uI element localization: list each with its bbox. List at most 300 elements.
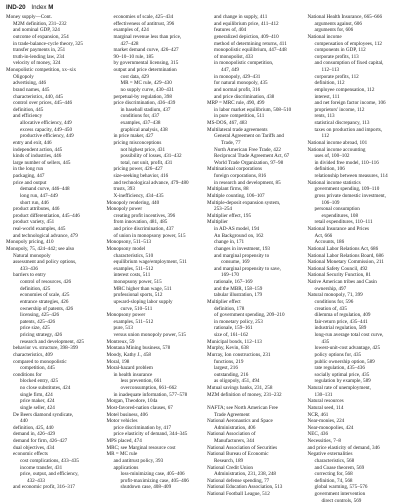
index-subentry: characteristics, 409 bbox=[13, 351, 53, 358]
index-entry: Murphy, Kevin, 638 bbox=[207, 345, 249, 352]
index-subentry: policy options for, 435 bbox=[314, 351, 362, 358]
index-subentry: short run, 446 bbox=[20, 199, 49, 206]
index-entry: Monopsony model bbox=[106, 245, 146, 252]
index-subentry: product variety, 451 bbox=[13, 219, 55, 226]
index-subentry: public ownership option, 589 bbox=[314, 358, 375, 365]
index-subentry: in monetary policy, 253 bbox=[214, 318, 263, 325]
index-subentry: taxes on production and imports, bbox=[314, 126, 383, 133]
index-entry: Monopoly pricing, 410 bbox=[6, 239, 54, 246]
index-subentry: total, not unit, profit, 431 bbox=[120, 159, 173, 166]
index-subentry: of government spending, 209–210 bbox=[214, 312, 285, 319]
index-subentry: examples, 511–512 bbox=[113, 318, 154, 325]
index-entry: Montana Mining business, 578 bbox=[106, 345, 171, 352]
index-entry: Near-monies, 224 bbox=[307, 418, 345, 425]
index-entry: Monopsony power bbox=[106, 312, 146, 319]
index-entry: Multiplier effect bbox=[207, 298, 241, 305]
index-subentry: conditions for, 596 bbox=[314, 298, 354, 305]
index-entry: National defense spending, 77 bbox=[207, 477, 270, 484]
index-subentry: cost data, 429 bbox=[120, 73, 149, 80]
index-subentry: outcome of expansion, 254 bbox=[13, 33, 69, 40]
index-subentry: in price maker, 427 bbox=[113, 133, 154, 140]
index-subentry: Reciprocal Trade Agreement Act, 67 bbox=[214, 153, 290, 160]
index-subentry: definition, 425, 440 bbox=[13, 424, 54, 431]
index-subentry: no supply curve, 430–431 bbox=[120, 86, 174, 93]
index-subentry: creation of, 435 bbox=[314, 305, 347, 312]
index-entry: National income abroad, 101 bbox=[307, 139, 368, 146]
index-subentry: tabular illustration, 179 bbox=[214, 292, 263, 299]
index-subentry: and consumption of fixed capital, bbox=[314, 60, 384, 67]
index-entry: MRC; see Marginal resource cost bbox=[106, 444, 176, 451]
index-column-4 bbox=[307, 14, 403, 504]
index-entry: Mutual savings banks, 231, 258 bbox=[207, 385, 273, 391]
index-subentry: 106–109 bbox=[321, 199, 340, 206]
index-entry: NCR, 461 bbox=[307, 411, 329, 418]
index-subentry: economies of scale, 425 bbox=[20, 292, 70, 299]
index-subentry: equilibrium wage/employment, 511 bbox=[113, 259, 187, 266]
index-subentry: monopolistic equilibrium, 447–448 bbox=[214, 47, 287, 54]
index-subentry: 130–131 bbox=[314, 391, 333, 398]
index-subentry: product attributes, 446 bbox=[13, 206, 60, 213]
index-entry: Montreux, 59 bbox=[106, 338, 135, 345]
index-entry: MR = MC rule bbox=[106, 451, 138, 458]
index-entry: Multilateral trade agreements bbox=[207, 126, 268, 133]
index-entry: National Safety Council, 492 bbox=[307, 265, 368, 272]
index-subentry: 447, 449 bbox=[221, 67, 239, 73]
index-entry: Natural monopoly, 71, 399 bbox=[307, 292, 363, 299]
index-subentry: relationship between measures, 114 bbox=[314, 173, 388, 179]
index-entry: Multiplant firms, 88 bbox=[207, 186, 249, 193]
index-subentry: demand in, 426–429 bbox=[13, 431, 56, 438]
index-subentry: entrance strategies, 426 bbox=[20, 298, 69, 305]
index-subentry: graphical analysis, 438 bbox=[120, 126, 168, 133]
index-subentry: behavior vs. structure, 398–399 bbox=[13, 345, 78, 352]
index-entry: Motel business, 406 bbox=[106, 411, 148, 418]
index-subentry: Oligopoly bbox=[13, 73, 34, 80]
index-subentry: arguments for, 606 bbox=[314, 27, 354, 34]
index-subentry: and technological advance, 479 bbox=[13, 232, 78, 239]
index-subentry: and economic profit, 316–317 bbox=[13, 484, 75, 491]
index-subentry: and the MBR, 158–159 bbox=[214, 285, 263, 292]
index-entry: National Credit Union bbox=[207, 464, 253, 471]
index-entry: Natural seed, 114 bbox=[307, 404, 344, 411]
index-entry: MPS placed, 474 bbox=[106, 438, 142, 444]
index-subentry: uses of, 100–102 bbox=[314, 153, 350, 160]
index-subentry: price discrimination, 436–439 bbox=[113, 100, 176, 107]
index-subentry: creating profit incentives, 396 bbox=[113, 212, 176, 219]
index-subentry: velocity of money, 324 bbox=[13, 60, 61, 67]
index-subentry: in inadequate information, 577–578 bbox=[113, 391, 188, 398]
index-subentry: and efficiency bbox=[13, 113, 43, 120]
index-columns bbox=[6, 14, 402, 504]
index-subentry: definition, 445 bbox=[13, 106, 44, 113]
index-subentry: by governmental licensing, 315 bbox=[113, 60, 179, 67]
index-subentry: gross private domestic investment, bbox=[314, 192, 386, 199]
index-subentry: foreign corporations, 816 bbox=[214, 173, 267, 179]
index-entry: Moody, Kathy J., 458 bbox=[106, 351, 152, 358]
index-subentry: direct controls, 569 bbox=[321, 497, 362, 504]
index-subentry: dilemma of regulation, 409 bbox=[314, 312, 371, 319]
index-subentry: truth-in-lending law, 234 bbox=[13, 53, 65, 60]
index-subentry: entry and exit, 446 bbox=[13, 139, 52, 146]
index-entry: National Football League, 512 bbox=[207, 491, 270, 497]
index-subentry: interest costs, 511 bbox=[113, 272, 151, 279]
index-subentry: functions, 219 bbox=[214, 358, 244, 365]
index-subentry: perpetual-by regulation, 398 bbox=[113, 93, 172, 100]
index-subentry: kinds of industries, 446 bbox=[13, 153, 62, 160]
index-subentry: Trade, 77 bbox=[221, 139, 241, 146]
index-subentry: industrial regulation, 589 bbox=[314, 325, 367, 332]
index-subentry: economic effects bbox=[13, 451, 48, 458]
index-entry: National Association of Securities bbox=[207, 444, 278, 451]
index-entry: Moral, 198 bbox=[106, 358, 130, 365]
index-subentry: in monopolistic competition, bbox=[214, 60, 274, 67]
index-subentry: dual objectives, 434 bbox=[13, 444, 55, 451]
index-subentry: 90–10–10 rule, 185 bbox=[113, 53, 154, 60]
index-subentry: X-inefficiency, 434–435 bbox=[113, 192, 164, 199]
index-subentry: De Beers diamond syndicate, bbox=[13, 411, 74, 418]
index-subentry: trusts, 393 bbox=[113, 186, 135, 193]
index-subentry: effectiveness of antitrust, 396 bbox=[113, 20, 175, 27]
index-subentry: in monopoly, 429–431 bbox=[214, 73, 261, 80]
index-subentry: examples, 437–438 bbox=[120, 120, 161, 126]
index-subentry: in the long run bbox=[13, 166, 44, 173]
index-subentry: and equilibrium price, 411–412 bbox=[214, 20, 279, 27]
index-entry: National Health Insurance, 665–666 bbox=[307, 14, 383, 20]
index-subentry: generalized depiction, 409–410 bbox=[214, 33, 279, 40]
index-entry: Monopolistic competition, xx–xix bbox=[6, 67, 77, 73]
index-subentry: single firm, 424 bbox=[20, 391, 53, 398]
index-subentry: interest, 111 bbox=[314, 93, 340, 100]
index-subentry: socially optimal price, 435 bbox=[314, 371, 370, 378]
index-subentry: examples of, 424 bbox=[113, 27, 149, 34]
index-subentry: monopsony power, 515 bbox=[113, 279, 162, 285]
index-subentry: MRC higher than wage, 511 bbox=[113, 285, 172, 292]
index-subentry: no close substitutes, 424 bbox=[20, 385, 71, 391]
index-entry: National income bbox=[307, 33, 342, 40]
index-entry: Near-monopolies, 424 bbox=[307, 424, 354, 431]
index-entry: Negative externalities bbox=[307, 451, 353, 458]
index-subentry: Administration, 231, 238, 248 bbox=[214, 471, 276, 478]
index-entry: Monopsony, 511–513 bbox=[106, 239, 152, 246]
index-subentry: features of, 404 bbox=[214, 27, 247, 34]
index-subentry: 112 bbox=[321, 133, 330, 140]
index-subentry: personal consumption bbox=[314, 206, 360, 213]
index-subentry: size-seeking behavior, 416 bbox=[113, 173, 169, 179]
index-subentry: profit-maximizing case, 405–406 bbox=[120, 477, 189, 484]
index-subentry: characteristics, 510 bbox=[113, 252, 154, 259]
index-subentry: price and output bbox=[13, 179, 47, 186]
index-subentry: compared to monopolistic bbox=[13, 358, 67, 365]
index-entry: Natural resources bbox=[307, 398, 344, 405]
page-header bbox=[6, 4, 53, 11]
index-subentry: definition, 112 bbox=[314, 80, 345, 87]
index-subentry: control over prices, 445–446 bbox=[13, 100, 73, 107]
index-subentry: output and price determination bbox=[113, 67, 177, 73]
index-entry: National Insurance and Prices bbox=[307, 226, 370, 232]
index-subentry: rate regulation, 435–436 bbox=[314, 365, 365, 372]
index-entry: Multiplier bbox=[207, 219, 228, 226]
index-subentry: in AD-AS model, 194 bbox=[214, 226, 260, 232]
index-subentry: definition, 74, 568 bbox=[314, 477, 353, 484]
index-subentry: in pure competition, 511 bbox=[214, 113, 265, 120]
index-subentry: and price discrimination, 437 bbox=[113, 226, 174, 232]
index-subentry: not highest price, 431 bbox=[120, 146, 166, 153]
index-subentry: employee compensation, 112 bbox=[314, 86, 375, 93]
index-entry: MS-DOS, 467, 483 bbox=[207, 120, 247, 126]
index-subentry: statistical discrepancy, 113 bbox=[314, 120, 370, 126]
index-subentry: 435 bbox=[321, 338, 330, 345]
index-entry: National Labor Relations Board, 686 bbox=[307, 252, 384, 259]
index-subentry: competition, 445 bbox=[20, 365, 55, 372]
index-subentry: brand names, 445 bbox=[13, 86, 50, 93]
index-entry: Natural rate of unemployment, bbox=[307, 385, 371, 391]
index-subentry: 253–254 bbox=[214, 206, 232, 213]
index-subentry: components in GDP, 112 bbox=[314, 47, 366, 54]
index-subentry: patents, 425–426 bbox=[20, 318, 56, 325]
index-entry: NAFTA; see North American Free bbox=[207, 404, 278, 411]
index-subentry: shutdown case, 408–409 bbox=[120, 484, 172, 491]
index-entry: Municipal bonds, 112–113 bbox=[207, 338, 262, 345]
index-subentry: versus union monopoly power, 515 bbox=[113, 332, 186, 338]
index-entry: and price elasticity of demand, 346 bbox=[307, 444, 380, 451]
index-entry: National Education Association, 513 bbox=[207, 484, 283, 491]
index-subentry: conditions for, 437 bbox=[120, 113, 160, 120]
index-entry: NEC, 436 bbox=[307, 431, 329, 438]
index-subentry: and Coase theorem, 569 bbox=[314, 464, 365, 471]
index-subentry: single seller, 424 bbox=[20, 404, 55, 411]
index-entry: Money supply—Cont. bbox=[6, 14, 52, 20]
index-subentry: long-run average total cost curve, bbox=[314, 332, 384, 338]
index-subentry: retail expenditures, 110–111 bbox=[314, 219, 373, 226]
index-subentry: Research, 189 bbox=[214, 457, 244, 464]
index-subentry: and change in supply, 411 bbox=[214, 14, 268, 20]
index-subentry: curve, 510–511 bbox=[120, 305, 153, 312]
index-subentry: transfer payments in, 251 bbox=[13, 47, 66, 54]
index-entry: Monopoly rendering, 440 bbox=[106, 199, 160, 206]
index-entry: Monopoly power bbox=[106, 206, 143, 213]
index-subentry: government intervention bbox=[314, 491, 366, 497]
index-subentry: from innovation, 481, 485 bbox=[113, 219, 168, 226]
index-entry: Morgan, Theodore, 104a bbox=[106, 398, 158, 405]
index-subentry: applications bbox=[113, 464, 139, 471]
index-subentry: large number of sellers, 445 bbox=[13, 159, 71, 166]
index-subentry: proprietors' income, 112 bbox=[314, 106, 365, 113]
index-entry: Necessities, 7–8 bbox=[307, 438, 341, 444]
index-subentry: economies of scale, 425–434 bbox=[113, 14, 174, 20]
index-subentry: product differentiation, 445–446 bbox=[13, 212, 80, 219]
index-subentry: definition, 425 bbox=[20, 285, 51, 292]
index-subentry: pricing power, 426–427 bbox=[113, 166, 163, 173]
index-entry: Moral-hazard problem bbox=[106, 365, 153, 372]
index-subentry: MR = MC rule, 429–430 bbox=[120, 80, 172, 87]
index-subentry: compensation of employees, 112 bbox=[314, 40, 382, 47]
index-subentry: cost complications, 433–435 bbox=[20, 457, 79, 464]
index-entry: Murray, Ion constructions, 231 bbox=[207, 351, 271, 358]
index-subentry: upward-sloping labor supply bbox=[113, 298, 173, 305]
index-entry: Multiplier effect, 195 bbox=[207, 212, 252, 219]
index-subentry: and price discrimination, 438 bbox=[214, 93, 275, 100]
index-subentry: price elasticity of demand, 344–345 bbox=[113, 431, 188, 438]
index-subentry: packaging, 447 bbox=[13, 173, 45, 179]
index-subentry: in health insurance bbox=[113, 371, 153, 378]
index-subentry: outstanding, 216 bbox=[214, 371, 249, 378]
index-entry: National Security Function, 81 bbox=[307, 272, 371, 279]
index-subentry: in divided free model, 110–116 bbox=[314, 159, 379, 166]
index-subentry: as oligopoly, 451, 494 bbox=[214, 378, 260, 385]
index-subentry: 427–428 bbox=[120, 40, 139, 47]
index-subentry: 169–170 bbox=[221, 272, 239, 279]
index-entry: MRP = MRC rule, 490, 499 bbox=[207, 100, 265, 107]
index-subentry: global warming, 575–576 bbox=[314, 484, 368, 491]
index-subentry: advertising, 446 bbox=[13, 80, 47, 87]
index-subentry: and antitrust policy, 393 bbox=[113, 457, 164, 464]
index-entry: Monopoly, 75, 424–442; see also bbox=[6, 245, 75, 252]
index-subentry: Administration, 406 bbox=[214, 424, 256, 431]
index-subentry: largest, 216 bbox=[214, 365, 238, 372]
index-subentry: market demand curve, 426–427 bbox=[113, 47, 179, 54]
index-subentry: corporate profits, 112 bbox=[314, 73, 359, 80]
index-subentry: real-world examples, 445 bbox=[13, 226, 66, 232]
index-subentry: An Background on, 162 bbox=[214, 232, 264, 239]
index-entry bbox=[207, 398, 302, 405]
index-subentry: professional sports, 512 bbox=[113, 292, 163, 299]
index-entry: Multiple-deposit expansion system, bbox=[207, 199, 281, 206]
index-entry: Multinational corporations bbox=[207, 166, 262, 173]
index-subentry: correcting for, 568 bbox=[314, 471, 353, 478]
index-column-3 bbox=[207, 14, 302, 497]
index-subentry: possibility of losses, 431–432 bbox=[120, 153, 182, 160]
index-subentry: less prevention, 661 bbox=[120, 378, 162, 385]
index-entry: National Labor Relations Act, 686 bbox=[307, 245, 379, 252]
page-number: IND-20 bbox=[6, 4, 26, 11]
index-subentry: excess capacity, 449–450 bbox=[20, 126, 73, 133]
index-subentry: research and development, 425 bbox=[20, 338, 84, 345]
index-subentry: lowest-unit-cost advantage, 425 bbox=[314, 345, 381, 352]
index-subentry: independent action, 445 bbox=[13, 146, 63, 153]
index-subentry: price size, 425 bbox=[20, 325, 50, 332]
index-subentry: ownership, 497 bbox=[314, 285, 347, 292]
index-subentry: changes in investment, 193 bbox=[214, 245, 270, 252]
index-subentry: consume, 169 bbox=[221, 259, 250, 266]
index-entry: National income statistics bbox=[307, 179, 361, 186]
index-column-1 bbox=[6, 14, 101, 491]
index-subentry: in trade-balance-cycle theory, 325 bbox=[13, 40, 83, 47]
section-title: Index bbox=[31, 4, 47, 11]
index-subentry: pure, 513 bbox=[113, 325, 133, 332]
index-subentry: licensing, 425–426 bbox=[20, 312, 60, 319]
index-subentry: method of determining returns, 411 bbox=[214, 40, 287, 47]
index-subentry: barriers to entry bbox=[13, 272, 46, 279]
index-subentry: expenditures, 108 bbox=[321, 212, 359, 219]
index-subentry: productive efficiency, 449 bbox=[20, 133, 74, 140]
index-subentry: corporate profits, 113 bbox=[314, 53, 359, 60]
index-subentry: in baseball stadium, 437 bbox=[120, 106, 171, 113]
index-subentry: assessment and policy options, bbox=[13, 259, 77, 266]
index-subentry: price discrimination by, 417 bbox=[113, 424, 172, 431]
index-subentry: and marginal propensity to bbox=[214, 252, 270, 259]
index-subentry: demand curve, 446–448 bbox=[20, 186, 70, 193]
index-subentry: fair-return price, 435–441 bbox=[314, 318, 368, 325]
index-subentry: and marginal propensity to save, bbox=[214, 265, 281, 272]
index-subentry: marginal revenue less than price, bbox=[113, 33, 182, 40]
index-entry: National Bureau of Economic bbox=[207, 451, 269, 458]
index-subentry: arguments against, 606 bbox=[314, 20, 362, 27]
index-subentry: overconsumption, 661–662 bbox=[120, 385, 177, 391]
index-entry: National Aeronautics and Space bbox=[207, 418, 273, 425]
index-subentry: demand for firm, 426–427 bbox=[13, 438, 68, 444]
index-subentry: Act, 666 bbox=[314, 232, 333, 239]
index-subentry: Accounts, 186 bbox=[314, 239, 345, 246]
index-entry: Native American tribes and Casin bbox=[307, 279, 377, 285]
index-entry: National Association of bbox=[207, 431, 256, 438]
index-subentry: change in, 171 bbox=[214, 239, 245, 246]
index-column-2 bbox=[106, 14, 202, 491]
index-subentry: in research and development, 85 bbox=[214, 179, 281, 186]
section-letter: M bbox=[48, 4, 54, 11]
index-subentry: price, output, and efficiency, bbox=[20, 471, 79, 478]
index-subentry: long run, 447–449 bbox=[20, 192, 58, 199]
index-subentry: and nominal GDP, 324 bbox=[13, 27, 60, 34]
index-subentry: M2M definition, 231–232 bbox=[13, 20, 67, 27]
index-subentry: North American Free Trade, 422 bbox=[214, 146, 281, 153]
index-subentry: for natural monopoly, 435 bbox=[214, 80, 268, 87]
index-subentry: Natural monopoly bbox=[13, 252, 51, 259]
index-subentry: in labor market equilibrium, 508–510 bbox=[214, 106, 292, 113]
index-subentry: blocked entry, 425 bbox=[20, 378, 59, 385]
index-subentry: General Agreement on Tariffs and bbox=[214, 133, 284, 140]
index-entry: National income accounting bbox=[307, 146, 366, 153]
index-subentry: conditions for bbox=[13, 371, 42, 378]
index-subentry: rationale, 167–169 bbox=[214, 279, 253, 285]
index-entry: Multiple counting, 106–107 bbox=[207, 192, 265, 199]
index-subentry: Manufacturers, 344 bbox=[214, 438, 255, 444]
index-entry: Motor vehicles bbox=[106, 418, 138, 425]
index-subentry: definition, 178 bbox=[214, 305, 245, 312]
index-subentry: ownership of patents, 426 bbox=[20, 305, 74, 312]
index-subentry: 112–113 bbox=[321, 67, 340, 73]
index-subentry: rents, 113 bbox=[314, 113, 335, 120]
index-subentry: income transfer, 431 bbox=[20, 464, 63, 471]
index-subentry: 440 bbox=[20, 418, 28, 425]
index-subentry: allocative efficiency, 449 bbox=[20, 120, 72, 126]
index-subentry: government spending, 109–110 bbox=[314, 186, 380, 193]
index-subentry: control of resources, 426 bbox=[20, 279, 72, 285]
index-subentry: examples, 511–512 bbox=[113, 265, 154, 272]
index-subentry: and net foreign factor income, 106 bbox=[314, 100, 386, 107]
index-subentry: rationale, 159–161 bbox=[214, 325, 253, 332]
index-entry: Most-favored-nation clauses, 67 bbox=[106, 404, 173, 411]
index-subentry: pricing misconceptions bbox=[113, 139, 162, 146]
index-subentry: regulation by example, 589 bbox=[314, 378, 371, 385]
index-subentry: size of, 161–162 bbox=[214, 332, 249, 338]
index-subentry: pricing strategy, 426 bbox=[20, 332, 63, 338]
index-subentry: Trade Agreement bbox=[214, 411, 250, 418]
index-subentry: and normal profit, 316 bbox=[214, 86, 261, 93]
index-subentry: loss-minimizing case, 405–406 bbox=[120, 471, 185, 478]
index-subentry: 432–433 bbox=[27, 477, 45, 484]
index-subentry: characteristics, 568 bbox=[314, 457, 355, 464]
index-entry: National Monetary Commission, 211 bbox=[307, 259, 384, 266]
index-subentry: of monopolist, 433 bbox=[214, 53, 253, 60]
index-subentry: World Trade Organization, 97–98 bbox=[214, 159, 284, 166]
index-subentry: 433–436 bbox=[20, 265, 38, 272]
index-subentry: of union in monopsony power, 515 bbox=[113, 232, 186, 239]
index-subentry: definition, 106 bbox=[314, 166, 345, 173]
index-subentry: characteristics, 440, 445 bbox=[13, 93, 63, 100]
index-subentry: price maker, 424 bbox=[20, 398, 55, 405]
index-entry: MZM definition of money, 231–232 bbox=[207, 391, 282, 398]
index-subentry: and technological advance, 479–480 bbox=[113, 179, 189, 186]
